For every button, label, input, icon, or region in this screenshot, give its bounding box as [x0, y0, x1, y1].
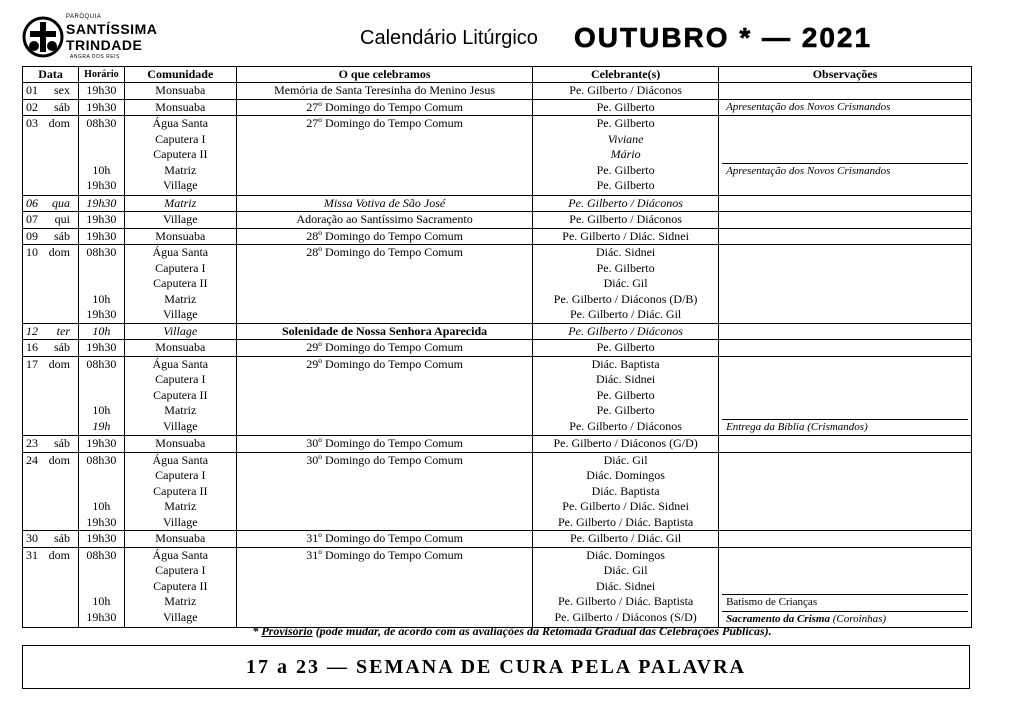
notes-cell	[719, 531, 972, 548]
community-name: Caputera II	[153, 276, 208, 290]
celebrant-name: Pe. Gilberto / Diác. Gil	[569, 531, 682, 545]
celebration-cell	[237, 531, 533, 548]
community-name: Caputera II	[153, 387, 208, 402]
celebration-title: 30º Domingo do Tempo Comum	[306, 436, 463, 450]
community-name: Caputera II	[153, 578, 208, 593]
celebrant-name: Pe. Gilberto	[596, 162, 655, 177]
hour-cell	[79, 531, 124, 548]
community-name: Village	[162, 307, 198, 321]
celebration-title: 31º Domingo do Tempo Comum	[306, 547, 463, 562]
celebrant-name: Pe. Gilberto / Diáconos	[568, 323, 683, 338]
day-number: 06	[26, 195, 38, 210]
notes-cell	[719, 436, 972, 453]
community-name: Village	[162, 212, 198, 226]
table-row	[23, 340, 972, 357]
celebrant-name: Pe. Gilberto / Diáconos	[568, 195, 683, 210]
community-cell	[124, 212, 236, 229]
month-title: OUTUBRO * — 2021	[574, 22, 873, 53]
community-name: Caputera I	[155, 372, 206, 386]
day-number: 24	[26, 452, 38, 467]
celebration-cell	[237, 228, 533, 245]
hour-value: 10h	[92, 499, 111, 513]
date-cell	[23, 531, 79, 548]
community-cell	[124, 452, 236, 531]
celebrant-cell	[533, 547, 719, 628]
celebrant-name: Diác. Baptista	[591, 356, 660, 371]
celebrant-name: Diác. Gil	[603, 276, 648, 290]
hour-cell	[79, 245, 124, 324]
note-text: Apresentação dos Novos Crismandos	[726, 164, 891, 177]
celebrant-name: Diác. Sidnei	[595, 372, 656, 386]
hour-value	[82, 388, 120, 404]
parish-logo	[22, 12, 158, 64]
hour-value: 19h30	[86, 83, 117, 97]
logo-line2: TRINDADE	[66, 37, 143, 53]
celebration-title: Memória de Santa Teresinha do Menino Jesus	[274, 83, 496, 97]
weekday: dom	[48, 116, 70, 130]
hour-value: 19h30	[86, 609, 117, 624]
celebrant-name: Diác. Gil	[603, 563, 648, 577]
notes-spacer	[722, 357, 968, 420]
community-name: Matriz	[164, 594, 197, 608]
weekday: dom	[48, 245, 70, 259]
community-name: Monsuaba	[155, 436, 206, 450]
celebration-title: 28º Domingo do Tempo Comum	[306, 245, 463, 259]
celebration-cell	[237, 245, 533, 324]
celebrant-name: Pe. Gilberto	[596, 260, 655, 275]
date-cell	[23, 452, 79, 531]
celebrant-name: Pe. Gilberto	[596, 403, 655, 417]
community-cell	[124, 116, 236, 196]
table-row	[23, 83, 972, 100]
community-name: Monsuaba	[155, 228, 206, 243]
table-row	[23, 452, 972, 531]
table-row	[23, 531, 972, 548]
hour-value	[82, 563, 120, 579]
note-text: Batismo de Crianças	[722, 595, 968, 612]
notes-cell	[719, 340, 972, 357]
hour-cell	[79, 228, 124, 245]
day-number: 09	[26, 228, 38, 243]
week-banner: 17 a 23 — SEMANA DE CURA PELA PALAVRA	[22, 645, 970, 689]
community-name: Caputera I	[155, 468, 206, 482]
celebrant-name: Diác. Baptista	[591, 483, 660, 498]
hour-value: 08h30	[86, 356, 117, 371]
hour-cell	[79, 323, 124, 340]
calendar-body	[23, 83, 972, 628]
hour-value	[82, 276, 120, 292]
community-cell	[124, 245, 236, 324]
hour-cell	[79, 356, 124, 436]
column-header-notes: Observações	[719, 67, 972, 83]
celebrant-name: Mário	[610, 147, 641, 161]
table-row	[23, 116, 972, 196]
celebrant-cell	[533, 195, 719, 212]
community-name: Caputera I	[155, 563, 206, 577]
column-header-celebrant: Celebrante(s)	[533, 67, 719, 83]
celebration-title: Solenidade de Nossa Senhora Aparecida	[282, 323, 488, 338]
community-name: Caputera II	[153, 483, 208, 498]
celebration-title: 28º Domingo do Tempo Comum	[306, 228, 463, 243]
hour-value: 10h	[92, 291, 111, 306]
celebrant-cell	[533, 531, 719, 548]
celebrant-name: Pe. Gilberto / Diác. Sidnei	[562, 228, 689, 243]
hour-value: 08h30	[86, 547, 117, 562]
notes-cell	[719, 323, 972, 340]
celebrant-name: Diác. Sidnei	[595, 245, 656, 259]
note-text: Apresentação dos Novos Crismandos	[726, 100, 891, 113]
celebrant-cell	[533, 340, 719, 357]
community-name: Água Santa	[152, 547, 209, 562]
community-name: Água Santa	[152, 245, 209, 259]
notes-cell	[719, 452, 972, 531]
community-cell	[124, 356, 236, 436]
day-number: 30	[26, 531, 38, 545]
hour-value	[82, 261, 120, 277]
celebration-cell	[237, 212, 533, 229]
table-row	[23, 323, 972, 340]
celebrant-cell	[533, 116, 719, 196]
community-name: Village	[163, 323, 198, 338]
date-cell	[23, 195, 79, 212]
logo-small-text-2: ANGRA DOS REIS	[70, 54, 120, 60]
community-cell	[124, 99, 236, 116]
parish-emblem-icon	[22, 16, 64, 58]
celebrant-cell	[533, 452, 719, 531]
logo-line1: SANTÍSSIMA	[66, 21, 158, 37]
note-star: *	[252, 624, 262, 638]
provisional-note	[0, 624, 1024, 639]
liturgical-calendar-table	[22, 66, 972, 628]
date-cell	[23, 340, 79, 357]
column-header-celebration: O que celebramos	[237, 67, 533, 83]
celebration-cell	[237, 195, 533, 212]
hour-value	[82, 147, 120, 163]
celebrant-name: Pe. Gilberto	[596, 178, 655, 192]
hour-value: 19h30	[86, 436, 117, 450]
celebration-cell	[237, 323, 533, 340]
community-name: Monsuaba	[155, 99, 206, 114]
hour-value: 19h30	[86, 531, 117, 545]
hour-value: 19h30	[86, 178, 117, 192]
weekday: dom	[48, 452, 70, 467]
community-name: Village	[162, 418, 198, 433]
hour-value: 08h30	[86, 116, 117, 130]
weekday: qua	[52, 195, 70, 210]
hour-cell	[79, 99, 124, 116]
celebrant-name: Diác. Domingos	[586, 468, 665, 482]
date-cell	[23, 212, 79, 229]
column-header-community: Comunidade	[124, 67, 236, 83]
celebrant-name: Pe. Gilberto / Diáconos (G/D)	[553, 436, 698, 450]
note-underlined: Provisório	[261, 624, 313, 638]
hour-value: 08h30	[86, 245, 117, 259]
note-rest: (pode mudar, de acordo com as avaliações da Retomada Gradual das Celebrações Públicas).	[312, 624, 772, 638]
hour-value: 10h	[92, 162, 111, 177]
hour-value	[82, 484, 120, 500]
table-row	[23, 356, 972, 436]
notes-cell	[719, 356, 972, 436]
date-cell	[23, 245, 79, 324]
celebration-cell	[237, 340, 533, 357]
celebration-cell	[237, 99, 533, 116]
celebration-cell	[237, 116, 533, 196]
day-number: 16	[26, 340, 38, 354]
notes-cell	[719, 99, 972, 116]
community-cell	[124, 195, 236, 212]
hour-value	[82, 372, 120, 388]
hour-value	[82, 132, 120, 148]
community-cell	[124, 323, 236, 340]
hour-cell	[79, 547, 124, 628]
notes-spacer	[722, 116, 968, 164]
table-row	[23, 245, 972, 324]
hour-cell	[79, 340, 124, 357]
celebrant-name: Diác. Sidnei	[595, 578, 656, 593]
celebration-title: 31º Domingo do Tempo Comum	[306, 531, 463, 545]
day-number: 12	[26, 323, 38, 338]
notes-cell	[719, 116, 972, 196]
table-row	[23, 547, 972, 628]
celebrant-name: Diác. Gil	[603, 452, 648, 467]
table-row	[23, 195, 972, 212]
community-name: Matriz	[164, 499, 197, 513]
column-header-hour: Horário	[79, 67, 124, 83]
hour-value: 19h30	[86, 99, 117, 114]
community-name: Matriz	[164, 195, 197, 210]
community-name: Caputera I	[155, 260, 206, 275]
hour-cell	[79, 212, 124, 229]
hour-value: 19h	[92, 418, 111, 433]
community-name: Caputera I	[155, 131, 206, 146]
celebrant-name: Diác. Domingos	[586, 547, 665, 562]
celebrant-name: Pe. Gilberto	[596, 387, 655, 402]
celebrant-name: Viviane	[607, 131, 644, 146]
community-name: Monsuaba	[155, 83, 206, 97]
hour-cell	[79, 83, 124, 100]
date-cell	[23, 228, 79, 245]
hour-value: 19h30	[86, 228, 117, 243]
table-row	[23, 99, 972, 116]
community-name: Água Santa	[152, 356, 209, 371]
weekday: sáb	[54, 531, 70, 545]
notes-cell	[719, 547, 972, 628]
day-number: 07	[26, 212, 38, 226]
column-header-date: Data	[23, 67, 79, 83]
note-bold-part: Sacramento da Crisma	[726, 612, 830, 625]
notes-cell	[719, 228, 972, 245]
celebration-title: Adoração ao Santíssimo Sacramento	[296, 212, 473, 226]
weekday: ter	[56, 323, 70, 338]
hour-value: 19h30	[86, 195, 117, 210]
hour-value: 19h30	[86, 307, 117, 321]
date-cell	[23, 83, 79, 100]
hour-value: 19h30	[86, 212, 117, 226]
hour-value: 08h30	[86, 452, 117, 467]
notes-cell	[719, 83, 972, 100]
celebrant-name: Pe. Gilberto / Diác. Sidnei	[562, 499, 689, 513]
celebration-title: 27º Domingo do Tempo Comum	[306, 99, 463, 114]
celebrant-cell	[533, 245, 719, 324]
community-name: Matriz	[164, 403, 197, 417]
weekday: dom	[48, 547, 70, 562]
celebration-title: 29º Domingo do Tempo Comum	[306, 340, 463, 354]
date-cell	[23, 547, 79, 628]
celebrant-cell	[533, 212, 719, 229]
community-name: Village	[162, 514, 198, 529]
date-cell	[23, 356, 79, 436]
community-name: Village	[162, 609, 198, 624]
celebration-cell	[237, 436, 533, 453]
celebrant-name: Pe. Gilberto	[596, 99, 655, 114]
celebrant-cell	[533, 436, 719, 453]
hour-cell	[79, 116, 124, 196]
day-number: 17	[26, 356, 38, 371]
day-number: 03	[26, 116, 38, 130]
weekday: sáb	[54, 436, 70, 450]
page-title: Calendário Litúrgico	[360, 27, 538, 49]
community-cell	[124, 547, 236, 628]
celebrant-name: Pe. Gilberto	[596, 116, 655, 130]
day-number: 01	[26, 83, 38, 97]
community-name: Matriz	[164, 162, 197, 177]
celebration-title: 30º Domingo do Tempo Comum	[306, 452, 463, 467]
hour-value	[82, 468, 120, 484]
celebration-title: 27º Domingo do Tempo Comum	[306, 116, 463, 130]
day-number: 10	[26, 245, 38, 259]
community-cell	[124, 340, 236, 357]
table-row	[23, 212, 972, 229]
celebrant-name: Pe. Gilberto / Diác. Baptista	[557, 594, 694, 608]
date-cell	[23, 116, 79, 196]
community-cell	[124, 228, 236, 245]
celebrant-cell	[533, 83, 719, 100]
celebration-cell	[237, 547, 533, 628]
day-number: 02	[26, 99, 38, 114]
hour-value: 19h30	[86, 340, 117, 354]
hour-cell	[79, 195, 124, 212]
celebrant-name: Pe. Gilberto / Diáconos (S/D)	[554, 609, 697, 624]
weekday: sáb	[54, 99, 70, 114]
celebrant-name: Pe. Gilberto / Diáconos	[569, 418, 682, 433]
table-row	[23, 228, 972, 245]
hour-value: 19h30	[86, 514, 117, 529]
celebrant-name: Pe. Gilberto / Diác. Gil	[569, 307, 682, 321]
hour-value: 10h	[92, 594, 111, 608]
community-cell	[124, 83, 236, 100]
celebration-cell	[237, 83, 533, 100]
community-name: Caputera II	[153, 147, 208, 161]
community-name: Monsuaba	[155, 340, 206, 354]
date-cell	[23, 99, 79, 116]
community-name: Monsuaba	[155, 531, 206, 545]
note-extra: (Coroinhas)	[832, 612, 887, 625]
logo-small-text: PARÓQUIA	[66, 14, 102, 20]
community-cell	[124, 531, 236, 548]
celebrant-name: Pe. Gilberto / Diáconos	[569, 212, 682, 226]
celebrant-name: Pe. Gilberto	[596, 340, 655, 354]
community-cell	[124, 436, 236, 453]
community-name: Village	[162, 178, 198, 192]
celebrant-cell	[533, 99, 719, 116]
hour-value	[82, 579, 120, 595]
celebration-title: 29º Domingo do Tempo Comum	[306, 356, 463, 371]
weekday: sáb	[54, 340, 70, 354]
celebrant-name: Pe. Gilberto / Diáconos	[569, 83, 682, 97]
notes-cell	[719, 212, 972, 229]
note-text: Entrega da Bíblia (Crismandos)	[726, 420, 868, 433]
date-cell	[23, 323, 79, 340]
date-cell	[23, 436, 79, 453]
hour-value: 10h	[92, 403, 111, 417]
weekday: sáb	[54, 228, 70, 243]
celebrant-cell	[533, 228, 719, 245]
celebrant-cell	[533, 356, 719, 436]
table-header-row	[23, 67, 972, 83]
weekday: qui	[54, 212, 70, 226]
celebration-cell	[237, 452, 533, 531]
celebration-title: Missa Votiva de São José	[323, 195, 446, 210]
community-name: Matriz	[164, 291, 197, 306]
notes-cell	[719, 195, 972, 212]
celebration-cell	[237, 356, 533, 436]
table-row	[23, 436, 972, 453]
hour-cell	[79, 452, 124, 531]
celebrant-name: Pe. Gilberto / Diác. Baptista	[557, 514, 694, 529]
celebrant-cell	[533, 323, 719, 340]
weekday: dom	[48, 356, 70, 371]
day-number: 31	[26, 547, 38, 562]
celebrant-name: Pe. Gilberto / Diáconos (D/B)	[553, 291, 698, 306]
community-name: Água Santa	[152, 452, 209, 467]
notes-cell	[719, 245, 972, 324]
weekday: sex	[54, 83, 70, 97]
day-number: 23	[26, 436, 38, 450]
community-name: Água Santa	[152, 116, 209, 130]
hour-value: 10h	[92, 323, 111, 338]
notes-spacer	[722, 548, 968, 596]
hour-cell	[79, 436, 124, 453]
